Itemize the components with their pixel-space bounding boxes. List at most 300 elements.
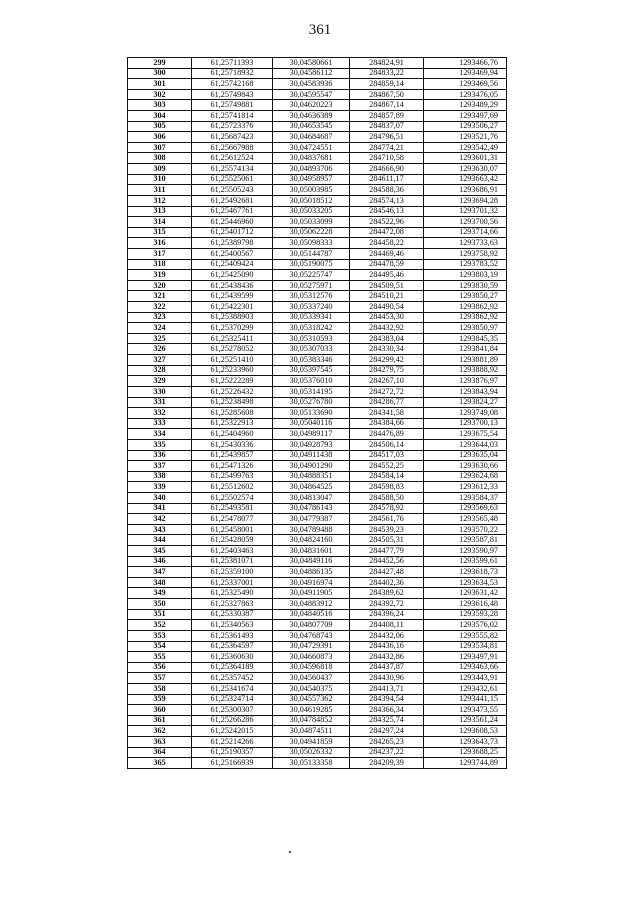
point-number-cell: 305	[128, 121, 192, 132]
y-coordinate-cell: 1293630,66	[424, 461, 507, 472]
x-coordinate-cell: 284857,89	[350, 111, 424, 122]
x-coordinate-cell: 284476,89	[350, 429, 424, 440]
latitude-cell: 61,25741814	[192, 111, 273, 122]
table-row	[128, 58, 507, 69]
y-coordinate-cell: 1293686,91	[424, 185, 507, 196]
longitude-cell: 30,04824160	[273, 535, 350, 546]
point-number-cell: 299	[128, 58, 192, 69]
x-coordinate-cell: 284859,14	[350, 79, 424, 90]
point-number-cell: 348	[128, 577, 192, 588]
latitude-cell: 61,25364597	[192, 641, 273, 652]
latitude-cell: 61,25340563	[192, 620, 273, 631]
x-coordinate-cell: 284824,91	[350, 58, 424, 69]
latitude-cell: 61,25400567	[192, 248, 273, 259]
longitude-cell: 30,05383346	[273, 355, 350, 366]
y-coordinate-cell: 1293881,89	[424, 355, 507, 366]
table-row	[128, 609, 507, 620]
page-number: 361	[308, 22, 332, 38]
table-row	[128, 206, 507, 217]
point-number-cell: 318	[128, 259, 192, 270]
point-number-cell: 304	[128, 111, 192, 122]
y-coordinate-cell: 1293534,81	[424, 641, 507, 652]
x-coordinate-cell: 284522,96	[350, 217, 424, 228]
table-row	[128, 503, 507, 514]
point-number-cell: 358	[128, 683, 192, 694]
x-coordinate-cell: 284452,56	[350, 556, 424, 567]
point-number-cell: 331	[128, 397, 192, 408]
longitude-cell: 30,05018512	[273, 195, 350, 206]
longitude-cell: 30,04901290	[273, 461, 350, 472]
longitude-cell: 30,04724551	[273, 142, 350, 153]
point-number-cell: 321	[128, 291, 192, 302]
longitude-cell: 30,04596818	[273, 662, 350, 673]
y-coordinate-cell: 1293576,02	[424, 620, 507, 631]
table-row	[128, 79, 507, 90]
point-number-cell: 356	[128, 662, 192, 673]
latitude-cell: 61,25266286	[192, 715, 273, 726]
x-coordinate-cell: 284517,03	[350, 450, 424, 461]
x-coordinate-cell: 284666,90	[350, 164, 424, 175]
y-coordinate-cell: 1293432,61	[424, 683, 507, 694]
y-coordinate-cell: 1293634,53	[424, 577, 507, 588]
y-coordinate-cell: 1293824,27	[424, 397, 507, 408]
x-coordinate-cell: 284469,46	[350, 248, 424, 259]
point-number-cell: 344	[128, 535, 192, 546]
x-coordinate-cell: 284546,13	[350, 206, 424, 217]
y-coordinate-cell: 1293542,49	[424, 142, 507, 153]
table-row	[128, 662, 507, 673]
point-number-cell: 320	[128, 280, 192, 291]
table-row	[128, 705, 507, 716]
point-number-cell: 302	[128, 89, 192, 100]
latitude-cell: 61,25512602	[192, 482, 273, 493]
y-coordinate-cell: 1293701,32	[424, 206, 507, 217]
latitude-cell: 61,25667988	[192, 142, 273, 153]
y-coordinate-cell: 1293593,28	[424, 609, 507, 620]
point-number-cell: 361	[128, 715, 192, 726]
point-number-cell: 303	[128, 100, 192, 111]
table-row	[128, 386, 507, 397]
table-row	[128, 535, 507, 546]
y-coordinate-cell: 1293700,13	[424, 418, 507, 429]
y-coordinate-cell: 1293497,91	[424, 652, 507, 663]
latitude-cell: 61,25341674	[192, 683, 273, 694]
longitude-cell: 30,04849116	[273, 556, 350, 567]
y-coordinate-cell: 1293489,29	[424, 100, 507, 111]
latitude-cell: 61,25458001	[192, 524, 273, 535]
x-coordinate-cell: 284490,54	[350, 302, 424, 313]
table-row	[128, 185, 507, 196]
longitude-cell: 30,04560437	[273, 673, 350, 684]
table-row	[128, 673, 507, 684]
longitude-cell: 30,05318242	[273, 323, 350, 334]
x-coordinate-cell: 284237,22	[350, 747, 424, 758]
x-coordinate-cell: 284408,11	[350, 620, 424, 631]
latitude-cell: 61,25324714	[192, 694, 273, 705]
point-number-cell: 355	[128, 652, 192, 663]
y-coordinate-cell: 1293675,54	[424, 429, 507, 440]
point-number-cell: 315	[128, 227, 192, 238]
point-number-cell: 314	[128, 217, 192, 228]
latitude-cell: 61,25471326	[192, 461, 273, 472]
longitude-cell: 30,05133690	[273, 408, 350, 419]
x-coordinate-cell: 284578,92	[350, 503, 424, 514]
longitude-cell: 30,05190075	[273, 259, 350, 270]
x-coordinate-cell: 284366,34	[350, 705, 424, 716]
table-row	[128, 715, 507, 726]
table-row	[128, 567, 507, 578]
table-row	[128, 312, 507, 323]
latitude-cell: 61,25425090	[192, 270, 273, 281]
y-coordinate-cell: 1293476,05	[424, 89, 507, 100]
x-coordinate-cell: 284432,86	[350, 652, 424, 663]
longitude-cell: 30,04619285	[273, 705, 350, 716]
x-coordinate-cell: 284267,10	[350, 376, 424, 387]
x-coordinate-cell: 284279,75	[350, 365, 424, 376]
longitude-cell: 30,04660873	[273, 652, 350, 663]
longitude-cell: 30,05276780	[273, 397, 350, 408]
y-coordinate-cell: 1293590,97	[424, 546, 507, 557]
longitude-cell: 30,04779387	[273, 514, 350, 525]
latitude-cell: 61,25422301	[192, 302, 273, 313]
longitude-cell: 30,04586112	[273, 68, 350, 79]
y-coordinate-cell: 1293599,61	[424, 556, 507, 567]
x-coordinate-cell: 284506,14	[350, 439, 424, 450]
table-row	[128, 546, 507, 557]
latitude-cell: 61,25238498	[192, 397, 273, 408]
y-coordinate-cell: 1293803,19	[424, 270, 507, 281]
point-number-cell: 330	[128, 386, 192, 397]
longitude-cell: 30,04888351	[273, 471, 350, 482]
y-coordinate-cell: 1293521,76	[424, 132, 507, 143]
y-coordinate-cell: 1293616,48	[424, 599, 507, 610]
x-coordinate-cell: 284437,87	[350, 662, 424, 673]
latitude-cell: 61,25711393	[192, 58, 273, 69]
y-coordinate-cell: 1293565,48	[424, 514, 507, 525]
latitude-cell: 61,25388903	[192, 312, 273, 323]
latitude-cell: 61,25403463	[192, 546, 273, 557]
point-number-cell: 306	[128, 132, 192, 143]
latitude-cell: 61,25357452	[192, 673, 273, 684]
y-coordinate-cell: 1293555,82	[424, 630, 507, 641]
latitude-cell: 61,25492681	[192, 195, 273, 206]
table-row	[128, 238, 507, 249]
longitude-cell: 30,04583936	[273, 79, 350, 90]
coordinates-table	[127, 57, 507, 769]
point-number-cell: 349	[128, 588, 192, 599]
longitude-cell: 30,05376010	[273, 376, 350, 387]
latitude-cell: 61,25325411	[192, 333, 273, 344]
table-row	[128, 588, 507, 599]
x-coordinate-cell: 284588,50	[350, 492, 424, 503]
point-number-cell: 342	[128, 514, 192, 525]
y-coordinate-cell: 1293587,81	[424, 535, 507, 546]
point-number-cell: 333	[128, 418, 192, 429]
y-coordinate-cell: 1293733,63	[424, 238, 507, 249]
x-coordinate-cell: 284774,21	[350, 142, 424, 153]
scan-mark	[289, 851, 291, 853]
x-coordinate-cell: 284588,36	[350, 185, 424, 196]
table-row	[128, 365, 507, 376]
point-number-cell: 335	[128, 439, 192, 450]
longitude-cell: 30,04911438	[273, 450, 350, 461]
longitude-cell: 30,05310593	[273, 333, 350, 344]
longitude-cell: 30,04840516	[273, 609, 350, 620]
x-coordinate-cell: 284299,42	[350, 355, 424, 366]
table-row	[128, 270, 507, 281]
point-number-cell: 340	[128, 492, 192, 503]
longitude-cell: 30,04784852	[273, 715, 350, 726]
y-coordinate-cell: 1293569,63	[424, 503, 507, 514]
table-row	[128, 641, 507, 652]
y-coordinate-cell: 1293466,76	[424, 58, 507, 69]
latitude-cell: 61,25330387	[192, 609, 273, 620]
x-coordinate-cell: 284394,54	[350, 694, 424, 705]
x-coordinate-cell: 284796,51	[350, 132, 424, 143]
latitude-cell: 61,25574134	[192, 164, 273, 175]
x-coordinate-cell: 284325,74	[350, 715, 424, 726]
table-row	[128, 217, 507, 228]
table-row	[128, 248, 507, 259]
longitude-cell: 30,04837681	[273, 153, 350, 164]
table-row	[128, 429, 507, 440]
point-number-cell: 334	[128, 429, 192, 440]
x-coordinate-cell: 284432,92	[350, 323, 424, 334]
table-row	[128, 195, 507, 206]
y-coordinate-cell: 1293601,31	[424, 153, 507, 164]
latitude-cell: 61,25401712	[192, 227, 273, 238]
point-number-cell: 336	[128, 450, 192, 461]
x-coordinate-cell: 284837,07	[350, 121, 424, 132]
latitude-cell: 61,25285608	[192, 408, 273, 419]
longitude-cell: 30,04958957	[273, 174, 350, 185]
latitude-cell: 61,25505243	[192, 185, 273, 196]
latitude-cell: 61,25502574	[192, 492, 273, 503]
y-coordinate-cell: 1293876,97	[424, 376, 507, 387]
x-coordinate-cell: 284505,31	[350, 535, 424, 546]
latitude-cell: 61,25404960	[192, 429, 273, 440]
x-coordinate-cell: 284265,23	[350, 737, 424, 748]
longitude-cell: 30,05003985	[273, 185, 350, 196]
point-number-cell: 319	[128, 270, 192, 281]
table-row	[128, 737, 507, 748]
x-coordinate-cell: 284384,66	[350, 418, 424, 429]
longitude-cell: 30,05225747	[273, 270, 350, 281]
table-row	[128, 599, 507, 610]
latitude-cell: 61,25430336	[192, 439, 273, 450]
x-coordinate-cell: 284272,72	[350, 386, 424, 397]
point-number-cell: 339	[128, 482, 192, 493]
table-row	[128, 683, 507, 694]
longitude-cell: 30,04989117	[273, 429, 350, 440]
y-coordinate-cell: 1293843,94	[424, 386, 507, 397]
table-row	[128, 142, 507, 153]
point-number-cell: 325	[128, 333, 192, 344]
x-coordinate-cell: 284389,62	[350, 588, 424, 599]
table-row	[128, 259, 507, 270]
table-row	[128, 620, 507, 631]
latitude-cell: 61,25428059	[192, 535, 273, 546]
point-number-cell: 312	[128, 195, 192, 206]
point-number-cell: 362	[128, 726, 192, 737]
point-number-cell: 309	[128, 164, 192, 175]
table-row	[128, 89, 507, 100]
longitude-cell: 30,04807709	[273, 620, 350, 631]
longitude-cell: 30,05314195	[273, 386, 350, 397]
longitude-cell: 30,04540375	[273, 683, 350, 694]
latitude-cell: 61,25381071	[192, 556, 273, 567]
table-row	[128, 514, 507, 525]
latitude-cell: 61,25438436	[192, 280, 273, 291]
table-row	[128, 132, 507, 143]
point-number-cell: 360	[128, 705, 192, 716]
table-row	[128, 747, 507, 758]
table-row	[128, 174, 507, 185]
x-coordinate-cell: 284209,39	[350, 758, 424, 769]
latitude-cell: 61,25525061	[192, 174, 273, 185]
longitude-cell: 30,04928793	[273, 439, 350, 450]
latitude-cell: 61,25364189	[192, 662, 273, 673]
y-coordinate-cell: 1293612,33	[424, 482, 507, 493]
table-row	[128, 492, 507, 503]
longitude-cell: 30,04813047	[273, 492, 350, 503]
longitude-cell: 30,04874511	[273, 726, 350, 737]
point-number-cell: 341	[128, 503, 192, 514]
point-number-cell: 332	[128, 408, 192, 419]
x-coordinate-cell: 284477,79	[350, 546, 424, 557]
y-coordinate-cell: 1293618,73	[424, 567, 507, 578]
longitude-cell: 30,04831601	[273, 546, 350, 557]
latitude-cell: 61,25325490	[192, 588, 273, 599]
table-row	[128, 280, 507, 291]
latitude-cell: 61,25389798	[192, 238, 273, 249]
x-coordinate-cell: 284561,76	[350, 514, 424, 525]
y-coordinate-cell: 1293497,69	[424, 111, 507, 122]
latitude-cell: 61,25723376	[192, 121, 273, 132]
table-row	[128, 524, 507, 535]
latitude-cell: 61,25226432	[192, 386, 273, 397]
longitude-cell: 30,05026332	[273, 747, 350, 758]
longitude-cell: 30,05098333	[273, 238, 350, 249]
point-number-cell: 363	[128, 737, 192, 748]
latitude-cell: 61,25190357	[192, 747, 273, 758]
latitude-cell: 61,25370299	[192, 323, 273, 334]
x-coordinate-cell: 284584,14	[350, 471, 424, 482]
longitude-cell: 30,05133358	[273, 758, 350, 769]
latitude-cell: 61,25300307	[192, 705, 273, 716]
latitude-cell: 61,25499763	[192, 471, 273, 482]
x-coordinate-cell: 284430,96	[350, 673, 424, 684]
point-number-cell: 352	[128, 620, 192, 631]
longitude-cell: 30,04886135	[273, 567, 350, 578]
table-row	[128, 68, 507, 79]
point-number-cell: 347	[128, 567, 192, 578]
latitude-cell: 61,25337001	[192, 577, 273, 588]
point-number-cell: 317	[128, 248, 192, 259]
y-coordinate-cell: 1293630,07	[424, 164, 507, 175]
longitude-cell: 30,04636389	[273, 111, 350, 122]
x-coordinate-cell: 284598,83	[350, 482, 424, 493]
table-row	[128, 556, 507, 567]
y-coordinate-cell: 1293888,92	[424, 365, 507, 376]
point-number-cell: 301	[128, 79, 192, 90]
latitude-cell: 61,25409424	[192, 259, 273, 270]
table-row	[128, 471, 507, 482]
x-coordinate-cell: 284453,30	[350, 312, 424, 323]
table-row	[128, 630, 507, 641]
point-number-cell: 364	[128, 747, 192, 758]
longitude-cell: 30,04911905	[273, 588, 350, 599]
longitude-cell: 30,05397545	[273, 365, 350, 376]
longitude-cell: 30,04786143	[273, 503, 350, 514]
table-row	[128, 302, 507, 313]
x-coordinate-cell: 284383,04	[350, 333, 424, 344]
longitude-cell: 30,05033099	[273, 217, 350, 228]
longitude-cell: 30,05144787	[273, 248, 350, 259]
y-coordinate-cell: 1293688,25	[424, 747, 507, 758]
y-coordinate-cell: 1293469,94	[424, 68, 507, 79]
table-row	[128, 100, 507, 111]
x-coordinate-cell: 284509,51	[350, 280, 424, 291]
longitude-cell: 30,04729391	[273, 641, 350, 652]
x-coordinate-cell: 284297,24	[350, 726, 424, 737]
table-row	[128, 153, 507, 164]
table-row	[128, 418, 507, 429]
x-coordinate-cell: 284402,36	[350, 577, 424, 588]
latitude-cell: 61,25687423	[192, 132, 273, 143]
point-number-cell: 311	[128, 185, 192, 196]
table-row	[128, 758, 507, 769]
longitude-cell: 30,04620223	[273, 100, 350, 111]
longitude-cell: 30,05275971	[273, 280, 350, 291]
table-row	[128, 577, 507, 588]
latitude-cell: 61,25242015	[192, 726, 273, 737]
x-coordinate-cell: 284867,14	[350, 100, 424, 111]
latitude-cell: 61,25749881	[192, 100, 273, 111]
latitude-cell: 61,25251410	[192, 355, 273, 366]
x-coordinate-cell: 284495,46	[350, 270, 424, 281]
x-coordinate-cell: 284392,72	[350, 599, 424, 610]
longitude-cell: 30,04789488	[273, 524, 350, 535]
y-coordinate-cell: 1293561,24	[424, 715, 507, 726]
point-number-cell: 307	[128, 142, 192, 153]
point-number-cell: 365	[128, 758, 192, 769]
x-coordinate-cell: 284710,58	[350, 153, 424, 164]
x-coordinate-cell: 284413,71	[350, 683, 424, 694]
latitude-cell: 61,25359100	[192, 567, 273, 578]
point-number-cell: 345	[128, 546, 192, 557]
latitude-cell: 61,25439857	[192, 450, 273, 461]
longitude-cell: 30,05040116	[273, 418, 350, 429]
latitude-cell: 61,25742168	[192, 79, 273, 90]
y-coordinate-cell: 1293744,89	[424, 758, 507, 769]
y-coordinate-cell: 1293663,42	[424, 174, 507, 185]
point-number-cell: 343	[128, 524, 192, 535]
y-coordinate-cell: 1293473,55	[424, 705, 507, 716]
point-number-cell: 328	[128, 365, 192, 376]
longitude-cell: 30,04883912	[273, 599, 350, 610]
y-coordinate-cell: 1293783,52	[424, 259, 507, 270]
y-coordinate-cell: 1293694,28	[424, 195, 507, 206]
latitude-cell: 61,25222289	[192, 376, 273, 387]
longitude-cell: 30,05307033	[273, 344, 350, 355]
point-number-cell: 353	[128, 630, 192, 641]
point-number-cell: 338	[128, 471, 192, 482]
y-coordinate-cell: 1293441,15	[424, 694, 507, 705]
latitude-cell: 61,25718932	[192, 68, 273, 79]
y-coordinate-cell: 1293570,22	[424, 524, 507, 535]
y-coordinate-cell: 1293584,37	[424, 492, 507, 503]
